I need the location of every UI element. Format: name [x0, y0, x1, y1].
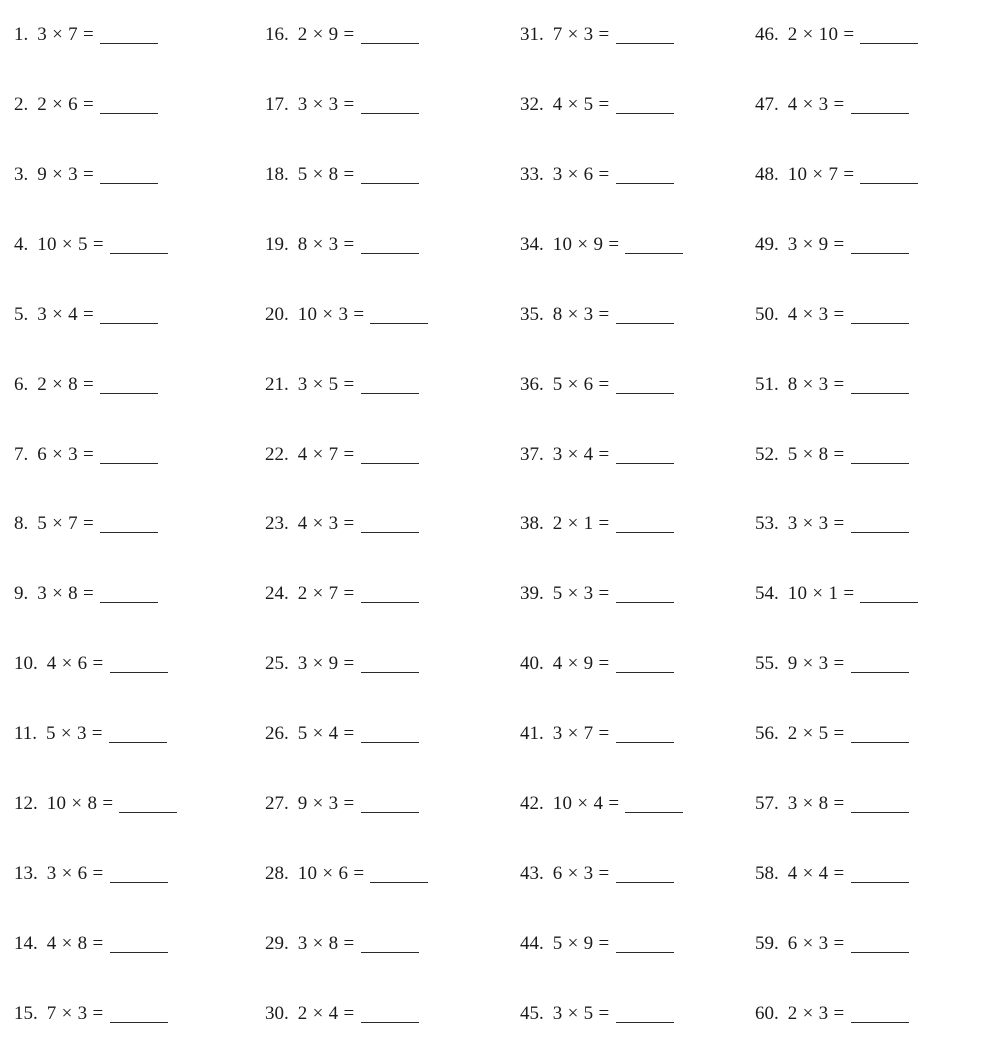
problem-expression: 3 × 4 =: [552, 443, 610, 465]
problem-item: [755, 375, 988, 394]
problem-expression: 5 × 7 =: [37, 513, 95, 535]
problem-number: 40.: [520, 653, 544, 675]
problem-expression: 2 × 8 =: [37, 373, 95, 395]
problem-expression: 10 × 9 =: [552, 234, 620, 256]
problem-expression: 3 × 7 =: [37, 24, 95, 46]
problem-item: [755, 165, 988, 184]
answer-blank-line: [616, 391, 674, 394]
problem-number: 12.: [14, 792, 38, 814]
problem-expression: 3 × 5 =: [552, 1002, 610, 1024]
answer-blank-line: [361, 391, 419, 394]
problem-item: [265, 1004, 520, 1023]
problem-number: 14.: [14, 932, 38, 954]
problem-number: 9.: [14, 583, 29, 605]
problem-number: 19.: [265, 234, 289, 256]
problem-item: [520, 934, 755, 953]
problem-item: [520, 1004, 755, 1023]
problem-number: 8.: [14, 513, 29, 535]
problem-number: 57.: [755, 792, 779, 814]
problem-item: [520, 375, 755, 394]
problem-expression: 3 × 9 =: [787, 234, 845, 256]
problem-number: 39.: [520, 583, 544, 605]
problem-number: 58.: [755, 862, 779, 884]
problem-number: 53.: [755, 513, 779, 535]
answer-blank-line: [860, 41, 918, 44]
problem-item: [14, 724, 265, 743]
answer-blank-line: [109, 740, 167, 743]
problem-number: 25.: [265, 653, 289, 675]
answer-blank-line: [616, 600, 674, 603]
problem-number: 2.: [14, 94, 29, 116]
problem-number: 48.: [755, 164, 779, 186]
problem-number: 50.: [755, 303, 779, 325]
problem-item: [265, 305, 520, 324]
problem-item: [755, 235, 988, 254]
problem-item: [265, 25, 520, 44]
problem-expression: 4 × 5 =: [552, 94, 610, 116]
answer-blank-line: [851, 530, 909, 533]
problem-number: 20.: [265, 303, 289, 325]
problem-item: [14, 584, 265, 603]
problem-expression: 4 × 4 =: [787, 862, 845, 884]
problem-expression: 5 × 6 =: [552, 373, 610, 395]
answer-blank-line: [361, 181, 419, 184]
problem-expression: 3 × 7 =: [552, 723, 610, 745]
problem-item: [14, 445, 265, 464]
problem-expression: 9 × 3 =: [37, 164, 95, 186]
problem-number: 49.: [755, 234, 779, 256]
problem-item: [520, 25, 755, 44]
problem-expression: 10 × 4 =: [552, 792, 620, 814]
problem-item: [755, 794, 988, 813]
answer-blank-line: [100, 461, 158, 464]
answer-blank-line: [110, 880, 168, 883]
answer-blank-line: [119, 810, 177, 813]
answer-blank-line: [860, 600, 918, 603]
answer-blank-line: [361, 41, 419, 44]
problem-expression: 4 × 8 =: [46, 932, 104, 954]
problem-item: [520, 584, 755, 603]
problem-expression: 4 × 6 =: [46, 653, 104, 675]
problem-number: 21.: [265, 373, 289, 395]
problem-expression: 3 × 5 =: [297, 373, 355, 395]
problem-number: 30.: [265, 1002, 289, 1024]
problem-number: 45.: [520, 1002, 544, 1024]
answer-blank-line: [616, 181, 674, 184]
problem-number: 32.: [520, 94, 544, 116]
problem-expression: 4 × 3 =: [297, 513, 355, 535]
problem-item: [755, 654, 988, 673]
answer-blank-line: [370, 880, 428, 883]
problem-number: 28.: [265, 862, 289, 884]
problem-item: [265, 654, 520, 673]
problem-expression: 4 × 3 =: [787, 94, 845, 116]
problem-expression: 3 × 6 =: [552, 164, 610, 186]
problem-item: [520, 165, 755, 184]
problem-number: 47.: [755, 94, 779, 116]
problem-item: [14, 235, 265, 254]
problem-expression: 3 × 4 =: [37, 303, 95, 325]
problem-item: [265, 445, 520, 464]
problem-number: 15.: [14, 1002, 38, 1024]
problem-item: [265, 794, 520, 813]
problem-number: 3.: [14, 164, 29, 186]
problem-expression: 5 × 3 =: [552, 583, 610, 605]
answer-blank-line: [100, 41, 158, 44]
answer-blank-line: [851, 251, 909, 254]
answer-blank-line: [361, 810, 419, 813]
answer-blank-line: [616, 41, 674, 44]
problem-item: [520, 654, 755, 673]
problem-expression: 2 × 9 =: [297, 24, 355, 46]
answer-blank-line: [616, 670, 674, 673]
problem-item: [520, 724, 755, 743]
problem-expression: 2 × 7 =: [297, 583, 355, 605]
problem-expression: 5 × 9 =: [552, 932, 610, 954]
problem-expression: 8 × 3 =: [552, 303, 610, 325]
problem-item: [14, 25, 265, 44]
answer-blank-line: [361, 740, 419, 743]
answer-blank-line: [616, 530, 674, 533]
answer-blank-line: [361, 600, 419, 603]
problem-expression: 6 × 3 =: [787, 932, 845, 954]
problem-item: [265, 375, 520, 394]
problem-item: [755, 934, 988, 953]
problem-expression: 3 × 8 =: [37, 583, 95, 605]
problem-number: 24.: [265, 583, 289, 605]
answer-blank-line: [851, 111, 909, 114]
problem-number: 27.: [265, 792, 289, 814]
problem-expression: 5 × 8 =: [787, 443, 845, 465]
problem-number: 44.: [520, 932, 544, 954]
problem-item: [265, 934, 520, 953]
problem-number: 51.: [755, 373, 779, 395]
answer-blank-line: [100, 111, 158, 114]
answer-blank-line: [100, 181, 158, 184]
problem-number: 41.: [520, 723, 544, 745]
answer-blank-line: [361, 670, 419, 673]
problem-item: [265, 724, 520, 743]
problem-number: 18.: [265, 164, 289, 186]
problem-item: [14, 305, 265, 324]
problem-item: [14, 1004, 265, 1023]
answer-blank-line: [616, 740, 674, 743]
problem-item: [14, 95, 265, 114]
problem-expression: 6 × 3 =: [552, 862, 610, 884]
problem-expression: 2 × 10 =: [787, 24, 855, 46]
answer-blank-line: [851, 461, 909, 464]
problem-item: [14, 514, 265, 533]
problem-item: [265, 235, 520, 254]
answer-blank-line: [361, 461, 419, 464]
problem-number: 6.: [14, 373, 29, 395]
problem-number: 22.: [265, 443, 289, 465]
problem-number: 37.: [520, 443, 544, 465]
problem-item: [265, 514, 520, 533]
answer-blank-line: [110, 1020, 168, 1023]
answer-blank-line: [361, 111, 419, 114]
problem-expression: 2 × 6 =: [37, 94, 95, 116]
problem-expression: 10 × 5 =: [37, 234, 104, 256]
problem-number: 1.: [14, 24, 29, 46]
problem-item: [520, 95, 755, 114]
problem-number: 54.: [755, 583, 779, 605]
problem-expression: 10 × 1 =: [787, 583, 855, 605]
problem-expression: 4 × 9 =: [552, 653, 610, 675]
problem-number: 17.: [265, 94, 289, 116]
problem-number: 42.: [520, 792, 544, 814]
problem-expression: 2 × 3 =: [787, 1002, 845, 1024]
problem-expression: 8 × 3 =: [297, 234, 355, 256]
problem-item: [755, 514, 988, 533]
problem-item: [265, 95, 520, 114]
problem-item: [14, 794, 265, 813]
problem-number: 38.: [520, 513, 544, 535]
problem-number: 60.: [755, 1002, 779, 1024]
answer-blank-line: [616, 321, 674, 324]
answer-blank-line: [361, 251, 419, 254]
problem-expression: 2 × 1 =: [552, 513, 610, 535]
answer-blank-line: [851, 950, 909, 953]
problem-expression: 2 × 4 =: [297, 1002, 355, 1024]
problem-number: 33.: [520, 164, 544, 186]
problem-item: [520, 305, 755, 324]
problem-item: [755, 305, 988, 324]
problem-item: [14, 934, 265, 953]
problem-number: 16.: [265, 24, 289, 46]
answer-blank-line: [370, 321, 428, 324]
problem-expression: 3 × 8 =: [297, 932, 355, 954]
answer-blank-line: [110, 950, 168, 953]
problem-item: [14, 864, 265, 883]
problem-item: [755, 1004, 988, 1023]
answer-blank-line: [851, 391, 909, 394]
problem-item: [265, 864, 520, 883]
answer-blank-line: [110, 251, 168, 254]
answer-blank-line: [100, 530, 158, 533]
answer-blank-line: [110, 670, 168, 673]
problem-item: [520, 445, 755, 464]
problem-expression: 10 × 6 =: [297, 862, 365, 884]
problem-number: 11.: [14, 723, 38, 745]
problem-item: [755, 445, 988, 464]
problem-expression: 10 × 7 =: [787, 164, 855, 186]
problem-number: 23.: [265, 513, 289, 535]
problem-number: 52.: [755, 443, 779, 465]
problem-number: 35.: [520, 303, 544, 325]
answer-blank-line: [851, 1020, 909, 1023]
problem-expression: 8 × 3 =: [787, 373, 845, 395]
problem-expression: 5 × 3 =: [46, 723, 103, 745]
answer-blank-line: [851, 740, 909, 743]
problem-item: [14, 165, 265, 184]
problem-number: 59.: [755, 932, 779, 954]
problem-expression: 2 × 5 =: [787, 723, 845, 745]
problem-expression: 10 × 8 =: [46, 792, 114, 814]
problem-number: 13.: [14, 862, 38, 884]
problem-item: [755, 25, 988, 44]
problem-expression: 9 × 3 =: [787, 653, 845, 675]
problem-item: [520, 514, 755, 533]
problem-number: 5.: [14, 303, 29, 325]
problem-expression: 5 × 4 =: [297, 723, 355, 745]
problem-number: 34.: [520, 234, 544, 256]
answer-blank-line: [625, 810, 683, 813]
problem-number: 7.: [14, 443, 29, 465]
answer-blank-line: [616, 111, 674, 114]
answer-blank-line: [851, 670, 909, 673]
problem-expression: 3 × 3 =: [297, 94, 355, 116]
problem-item: [755, 724, 988, 743]
problem-item: [265, 165, 520, 184]
problem-item: [265, 584, 520, 603]
problem-item: [755, 864, 988, 883]
answer-blank-line: [616, 1020, 674, 1023]
answer-blank-line: [100, 600, 158, 603]
problem-number: 43.: [520, 862, 544, 884]
problem-item: [520, 864, 755, 883]
problem-item: [755, 584, 988, 603]
problem-number: 4.: [14, 234, 29, 256]
problem-number: 10.: [14, 653, 38, 675]
answer-blank-line: [100, 321, 158, 324]
answer-blank-line: [616, 880, 674, 883]
problem-number: 55.: [755, 653, 779, 675]
problem-number: 36.: [520, 373, 544, 395]
answer-blank-line: [851, 321, 909, 324]
problem-expression: 5 × 8 =: [297, 164, 355, 186]
problem-item: [755, 95, 988, 114]
problem-expression: 4 × 7 =: [297, 443, 355, 465]
problem-expression: 9 × 3 =: [297, 792, 355, 814]
answer-blank-line: [361, 530, 419, 533]
problem-item: [520, 235, 755, 254]
problem-item: [14, 654, 265, 673]
problem-number: 31.: [520, 24, 544, 46]
problem-expression: 3 × 8 =: [787, 792, 845, 814]
answer-blank-line: [860, 181, 918, 184]
problem-expression: 3 × 9 =: [297, 653, 355, 675]
problem-number: 56.: [755, 723, 779, 745]
answer-blank-line: [851, 810, 909, 813]
problem-expression: 7 × 3 =: [552, 24, 610, 46]
problem-expression: 3 × 3 =: [787, 513, 845, 535]
answer-blank-line: [361, 1020, 419, 1023]
problem-number: 26.: [265, 723, 289, 745]
problem-number: 29.: [265, 932, 289, 954]
problem-expression: 4 × 3 =: [787, 303, 845, 325]
problem-expression: 7 × 3 =: [46, 1002, 104, 1024]
problem-expression: 3 × 6 =: [46, 862, 104, 884]
answer-blank-line: [361, 950, 419, 953]
answer-blank-line: [100, 391, 158, 394]
answer-blank-line: [625, 251, 683, 254]
problem-item: [520, 794, 755, 813]
problem-expression: 10 × 3 =: [297, 303, 365, 325]
answer-blank-line: [616, 950, 674, 953]
answer-blank-line: [616, 461, 674, 464]
problem-expression: 6 × 3 =: [37, 443, 95, 465]
problem-number: 46.: [755, 24, 779, 46]
answer-blank-line: [851, 880, 909, 883]
problem-item: [14, 375, 265, 394]
